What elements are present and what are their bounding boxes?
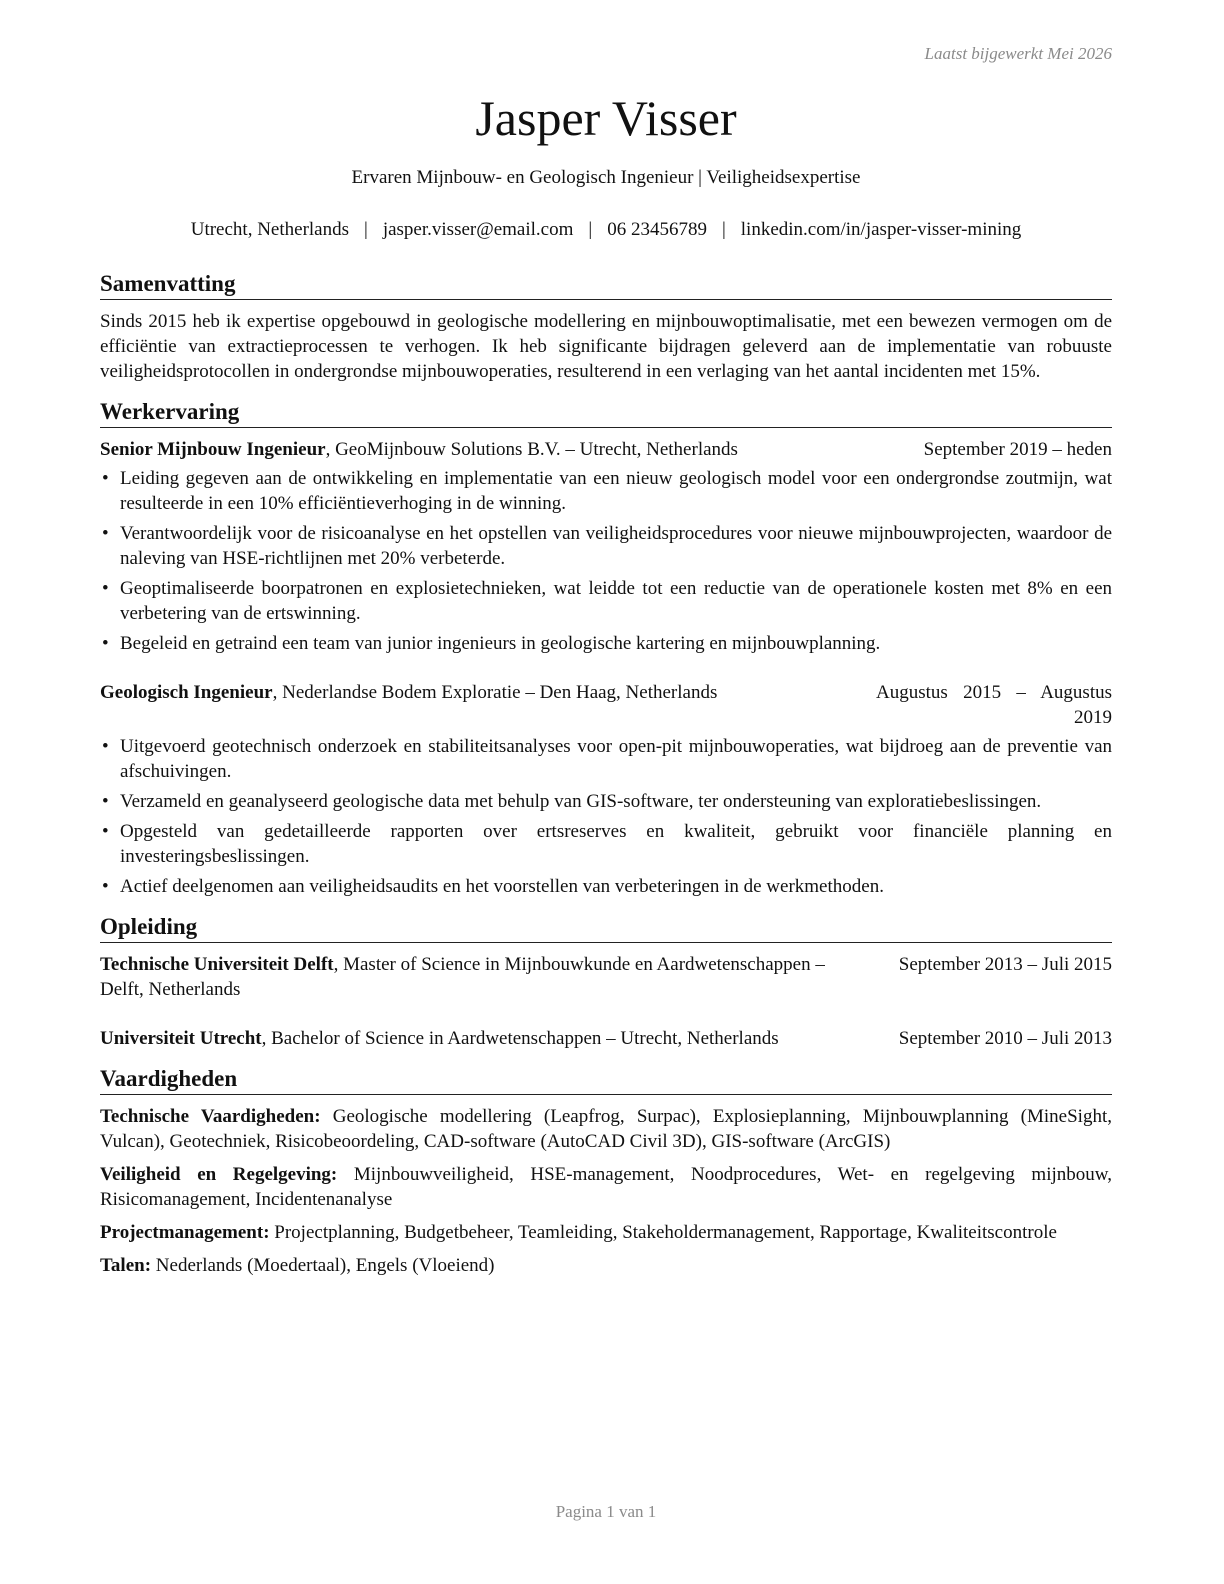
- list-item: [100, 466, 1112, 516]
- job-title-line: [100, 680, 876, 705]
- education-title-line: [100, 1026, 876, 1051]
- resume-content: [100, 270, 1112, 1292]
- education-header: [100, 952, 1112, 1002]
- contact-phone: 06 23456789: [607, 219, 707, 240]
- job-bullets: [100, 466, 1112, 656]
- skill-label: Projectmanagement:: [100, 1222, 270, 1243]
- education-entry: [100, 1026, 1112, 1051]
- job-dates: September 2019 – heden: [923, 439, 1112, 460]
- skill-label: Talen:: [100, 1255, 152, 1276]
- job-bullets: [100, 734, 1112, 899]
- bullet-icon: •: [102, 523, 109, 544]
- list-item: [100, 819, 1112, 869]
- bullet-text: Verzameld en geanalyseerd geologische data met behulp van GIS-software, ter ondersteuning van exploratiebeslissingen.: [120, 791, 1042, 812]
- contact-separator: |: [588, 219, 593, 240]
- education-detail: , Bachelor of Science in Aardwetenschappen – Utrecht, Netherlands: [261, 1028, 779, 1049]
- job-header: [100, 437, 1112, 462]
- education-entry: [100, 952, 1112, 1002]
- page-number: Pagina 1 van 1: [555, 1502, 657, 1521]
- list-item: [100, 734, 1112, 784]
- contact-location: Utrecht, Netherlands: [190, 219, 350, 240]
- last-updated: Laatst bijgewerkt Mei 2026: [924, 44, 1112, 63]
- section-title-experience: Werkervaring: [100, 398, 1112, 428]
- skill-group: [100, 1104, 1112, 1154]
- contact-linkedin[interactable]: linkedin.com/in/jasper-visser-mining: [740, 219, 1022, 240]
- skill-group: [100, 1220, 1112, 1245]
- bullet-icon: •: [102, 736, 109, 757]
- summary-section: [100, 270, 1112, 384]
- skill-text: Mijnbouwveiligheid, HSE-management, Noodprocedures, Wet- en regelgeving mijnbouw, Risicomanagement, Incidentenanalyse: [100, 1164, 1112, 1210]
- job-entry: [100, 437, 1112, 656]
- job-company: , Nederlandse Bodem Exploratie – Den Haag, Netherlands: [272, 682, 718, 703]
- education-dates: September 2013 – Juli 2015: [898, 954, 1112, 975]
- bullet-text: Geoptimaliseerde boorpatronen en explosietechnieken, wat leidde tot een reductie van de operationele kosten met 8% en een verbetering van de ertswinning.: [120, 578, 1112, 624]
- bullet-text: Begeleid en getraind een team van junior ingenieurs in geologische kartering en mijnbouwplanning.: [120, 633, 881, 654]
- skills-section: [100, 1065, 1112, 1278]
- headline: Ervaren Mijnbouw- en Geologisch Ingenieur | Veiligheidsexpertise: [351, 167, 861, 188]
- education-school: Technische Universiteit Delft: [100, 954, 334, 975]
- skill-group: [100, 1162, 1112, 1212]
- contact-separator: |: [721, 219, 726, 240]
- experience-section: [100, 398, 1112, 899]
- bullet-icon: •: [102, 876, 109, 897]
- list-item: [100, 874, 1112, 899]
- job-header: [100, 680, 1112, 730]
- bullet-icon: •: [102, 633, 109, 654]
- skill-text: Nederlands (Moedertaal), Engels (Vloeiend): [151, 1255, 495, 1276]
- resume-page: [100, 0, 1112, 1584]
- bullet-text: Uitgevoerd geotechnisch onderzoek en stabiliteitsanalyses voor open-pit mijnbouwoperaties, wat bijdroeg aan de preventie van afschuivingen.: [120, 736, 1112, 782]
- education-title-line: [100, 952, 876, 1002]
- job-dates: Augustus 2015 – Augustus 2019: [876, 682, 1112, 728]
- skill-text: Projectplanning, Budgetbeheer, Teamleiding, Stakeholdermanagement, Rapportage, Kwaliteitscontrole: [269, 1222, 1057, 1243]
- education-dates: September 2010 – Juli 2013: [898, 1028, 1112, 1049]
- bullet-text: Verantwoordelijk voor de risicoanalyse en het opstellen van veiligheidsprocedures voor nieuwe mijnbouwprojecten, waardoor de naleving van HSE-richtlijnen met 20% verbeterde.: [120, 523, 1112, 569]
- bullet-icon: •: [102, 578, 109, 599]
- job-title-line: [100, 437, 924, 462]
- education-section: [100, 913, 1112, 1051]
- education-header: [100, 1026, 1112, 1051]
- contact-line: [100, 219, 1112, 241]
- skill-label: Technische Vaardigheden:: [100, 1106, 321, 1127]
- bullet-text: Actief deelgenomen aan veiligheidsaudits en het voorstellen van verbeteringen in de werkmethoden.: [120, 876, 884, 897]
- skill-label: Veiligheid en Regelgeving:: [100, 1164, 338, 1185]
- job-role: Senior Mijnbouw Ingenieur: [100, 439, 326, 460]
- section-title-education: Opleiding: [100, 913, 1112, 943]
- skill-text: Geologische modellering (Leapfrog, Surpac), Explosieplanning, Mijnbouwplanning (MineSight, Vulcan), Geotechniek, Risicobeoordeling, CAD-software (AutoCAD Civil 3D), GIS-software (ArcGIS): [100, 1106, 1112, 1152]
- list-item: [100, 576, 1112, 626]
- contact-separator: |: [364, 219, 368, 240]
- summary-text: Sinds 2015 heb ik expertise opgebouwd in geologische modellering en mijnbouwoptimalisatie, met een bewezen vermogen om de efficiëntie van extractieprocessen te verhogen. Ik heb significante bijdragen geleverd aan de implementatie van robuuste veiligheidsprotocollen in ondergrondse mijnbouwoperaties, resulterend in een verlaging van het aantal incidenten met 15%.: [100, 311, 1112, 382]
- bullet-text: Opgesteld van gedetailleerde rapporten over ertsreserves en kwaliteit, gebruikt voor financiële planning en investeringsbeslissingen.: [120, 821, 1112, 867]
- section-title-summary: Samenvatting: [100, 270, 1112, 300]
- bullet-icon: •: [102, 791, 109, 812]
- bullet-icon: •: [102, 821, 109, 842]
- bullet-text: Leiding gegeven aan de ontwikkeling en implementatie van een nieuw geologisch model voor een ondergrondse zoutmijn, wat resulteerde in een 10% efficiëntieverhoging in de winning.: [120, 468, 1112, 514]
- education-detail: , Master of Science in Mijnbouwkunde en Aardwetenschappen – Delft, Netherlands: [100, 954, 825, 1000]
- bullet-icon: •: [102, 468, 109, 489]
- candidate-name: Jasper Visser: [475, 90, 737, 146]
- list-item: [100, 631, 1112, 656]
- list-item: [100, 789, 1112, 814]
- education-school: Universiteit Utrecht: [100, 1028, 262, 1049]
- skill-group: [100, 1253, 1112, 1278]
- list-item: [100, 521, 1112, 571]
- job-company: , GeoMijnbouw Solutions B.V. – Utrecht, Netherlands: [325, 439, 738, 460]
- job-role: Geologisch Ingenieur: [100, 682, 273, 703]
- contact-email[interactable]: jasper.visser@email.com: [382, 219, 574, 240]
- section-title-skills: Vaardigheden: [100, 1065, 1112, 1095]
- job-entry: [100, 680, 1112, 899]
